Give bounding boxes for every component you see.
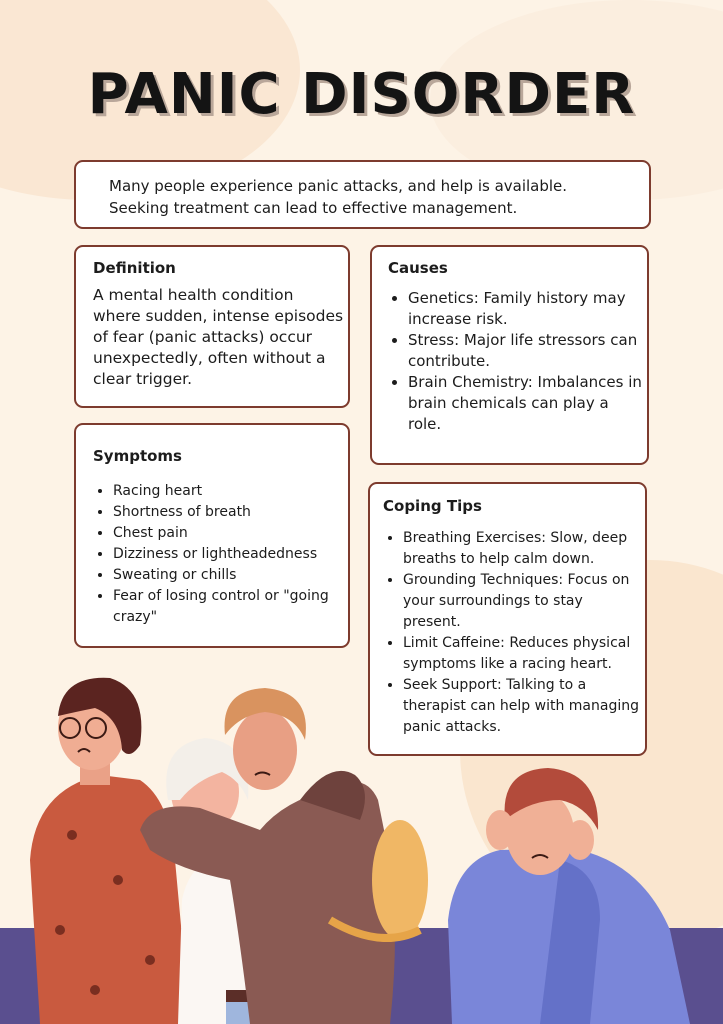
symptoms-item: • Sweating or chills [113, 565, 344, 586]
causes-item: • Brain Chemistry: Imbalances in brain chemicals can play a role. [408, 372, 643, 435]
symptoms-heading: Symptoms [93, 447, 182, 465]
intro-card [74, 160, 651, 229]
coping-item: • Seek Support: Talking to a therapist can help with managing panic attacks. [403, 675, 641, 738]
intro-line: Seeking treatment can lead to effective management. [109, 199, 518, 217]
causes-item: • Genetics: Family history may increase risk. [408, 288, 643, 330]
page-title: PANIC DISORDER [87, 62, 636, 127]
intro-line: Many people experience panic attacks, and help is available. [109, 177, 568, 195]
definition-text: A mental health condition where sudden, intense episodes of fear (panic attacks) occur unexpectedly, often without a clear trigger. [93, 286, 344, 388]
causes-item: • Stress: Major life stressors can contribute. [408, 330, 643, 372]
causes-card [370, 245, 649, 465]
causes-list [388, 288, 643, 435]
symptoms-item: • Dizziness or lightheadedness [113, 544, 344, 565]
coping-heading: Coping Tips [383, 497, 482, 515]
symptoms-item: • Chest pain [113, 523, 344, 544]
coping-item: • Limit Caffeine: Reduces physical symptoms like a racing heart. [403, 633, 641, 675]
definition-heading: Definition [93, 259, 176, 277]
symptoms-item: • Fear of losing control or "going crazy" [113, 586, 344, 628]
coping-item: • Breathing Exercises: Slow, deep breaths to help calm down. [403, 528, 641, 570]
symptoms-card [74, 423, 350, 648]
symptoms-list [93, 481, 344, 628]
symptoms-item: • Shortness of breath [113, 502, 344, 523]
coping-item: • Grounding Techniques: Focus on your surroundings to stay present. [403, 570, 641, 633]
worried-woman-figure [448, 768, 690, 1024]
definition-card [74, 245, 350, 408]
people-illustration [0, 660, 723, 1024]
symptoms-item: • Racing heart [113, 481, 344, 502]
causes-heading: Causes [388, 259, 448, 277]
